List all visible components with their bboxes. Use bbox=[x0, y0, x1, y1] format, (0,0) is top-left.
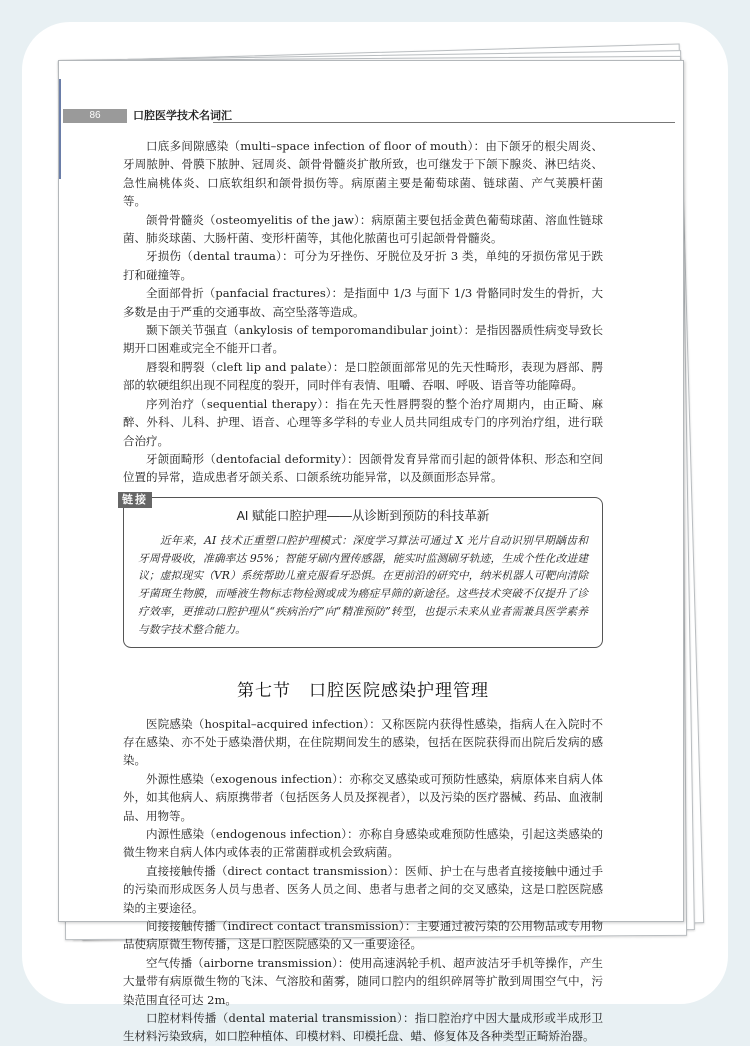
paragraph: 牙损伤（dental trauma）：可分为牙挫伤、牙脱位及牙折 3 类，单纯的牙损伤常见于跌打和碰撞等。 bbox=[123, 249, 603, 282]
paragraph: 颞下颌关节强直（ankylosis of temporomandibular joint）：是指因器质性病变导致长期开口困难或完全不能开口者。 bbox=[123, 323, 603, 356]
page-edge-accent bbox=[59, 79, 61, 179]
book-page bbox=[58, 60, 684, 1044]
book-title: 口腔医学技术名词汇 bbox=[133, 110, 232, 122]
paragraph: 外源性感染（exogenous infection）：亦称交叉感染或可预防性感染，病原体来自病人体外，如其他病人、病原携带者（包括医务人员及探视者），以及污染的医疗器械、药品、血液制品、用物等。 bbox=[123, 771, 603, 823]
box-text: 近年来，AI 技术正重塑口腔护理模式：深度学习算法可通过 X 光片自动识别早期龋齿和牙周骨吸收，准确率达 95%；智能牙刷内置传感器，能实时监测刷牙轨迹，生成个性化改进建议；虚拟现实（VR）系统帮助儿童克服看牙恐惧。在更前沿的研究中，纳米机器人可靶向清除牙菌斑生物膜，而唾液生物标志物检测或成为癌症早筛的新途径。这些技术突破不仅提升了诊疗效率，更推动口腔护理从“疾病治疗”向“精准预防”转型，也提示未来从业者需兼具医学素养与数字技术整合能力。 bbox=[138, 533, 588, 636]
paragraph: 直接接触传播（direct contact transmission）：医师、护士在与患者直接接触中通过手的污染而形成医务人员与患者、医务人员之间、患者与患者之间的交叉感染，这是口腔医院感染的主要途径。 bbox=[123, 863, 603, 915]
paragraph: 全面部骨折（panfacial fractures）：是指面中 1/3 与面下 1/3 骨骼同时发生的骨折，大多数是由于严重的交通事故、高空坠落等造成。 bbox=[123, 286, 603, 319]
paragraph: 医院感染（hospital–acquired infection）：又称医院内获得性感染，指病人在入院时不存在感染、亦不处于感染潜伏期，在住院期间发生的感染，包括在医院获得而出院后发病的感染。 bbox=[123, 716, 603, 768]
box-title: AI 赋能口腔护理——从诊断到预防的科技革新 bbox=[236, 508, 490, 523]
paragraph: 内源性感染（endogenous infection）：亦称自身感染或难预防性感染，引起这类感染的微生物来自病人体内或体表的正常菌群或机会致病菌。 bbox=[123, 826, 603, 860]
link-tag: 链接 bbox=[118, 492, 152, 508]
paragraph: 牙颌面畸形（dentofacial deformity）：因颌骨发育异常而引起的颌骨体积、形态和空间位置的异常，造成患者牙颌关系、口颌系统功能异常，以及颜面形态异常。 bbox=[123, 451, 603, 485]
page-number: 86 bbox=[63, 109, 127, 123]
paragraph: 间接接触传播（indirect contact transmission）：主要通过被污染的公用物品或专用物品使病原微生物传播，这是口腔医院感染的又一重要途径。 bbox=[123, 918, 603, 952]
page-body bbox=[123, 137, 603, 1046]
paragraph: 唇裂和腭裂（cleft lip and palate）：是口腔颌面部常见的先天性畸形，表现为唇部、腭部的软硬组织出现不同程度的裂开，同时伴有表情、咀嚼、吞咽、呼吸、语音等功能障碍。 bbox=[123, 359, 603, 393]
paragraph: 口底多间隙感染（multi–space infection of floor of mouth）：由下颌牙的根尖周炎、牙周脓肿、骨膜下脓肿、冠周炎、颌骨骨髓炎扩散所致，也可继发于下颌下腺炎、淋巴结炎、急性扁桃体炎、口底软组织和颌骨损伤等。病原菌主要是葡萄球菌、链球菌、产气荚膜杆菌等。 bbox=[123, 139, 603, 209]
paragraph: 口腔材料传播（dental material transmission）：指口腔治疗中因大量成形或半成形卫生材料污染致病，如口腔种植体、印模材料、印模托盘、蜡、修复体及各种类型正畸矫治器。 bbox=[123, 1011, 603, 1044]
section-title: 第七节 口腔医院感染护理管理 bbox=[237, 680, 489, 700]
running-header bbox=[63, 109, 675, 123]
paragraph: 空气传播（airborne transmission）：使用高速涡轮手机、超声波洁牙手机等操作，产生大量带有病原微生物的飞沫、气溶胶和菌雾，随同口腔内的组织碎屑等扩散到周围空气中，污染范围直径可达 2m。 bbox=[123, 955, 603, 1007]
paragraph: 颌骨骨髓炎（osteomyelitis of the jaw）：病原菌主要包括金黄色葡萄球菌、溶血性链球菌、肺炎球菌、大肠杆菌、变形杆菌等，其他化脓菌也可引起颌骨骨髓炎。 bbox=[123, 212, 603, 246]
sidebar-box bbox=[122, 493, 603, 648]
paragraph: 序列治疗（sequential therapy）：指在先天性唇腭裂的整个治疗周期内，由正畸、麻醉、外科、儿科、护理、语音、心理等多学科的专业人员共同组成专门的序列治疗组，进行联合治疗。 bbox=[123, 396, 603, 448]
header-rule bbox=[213, 122, 675, 123]
